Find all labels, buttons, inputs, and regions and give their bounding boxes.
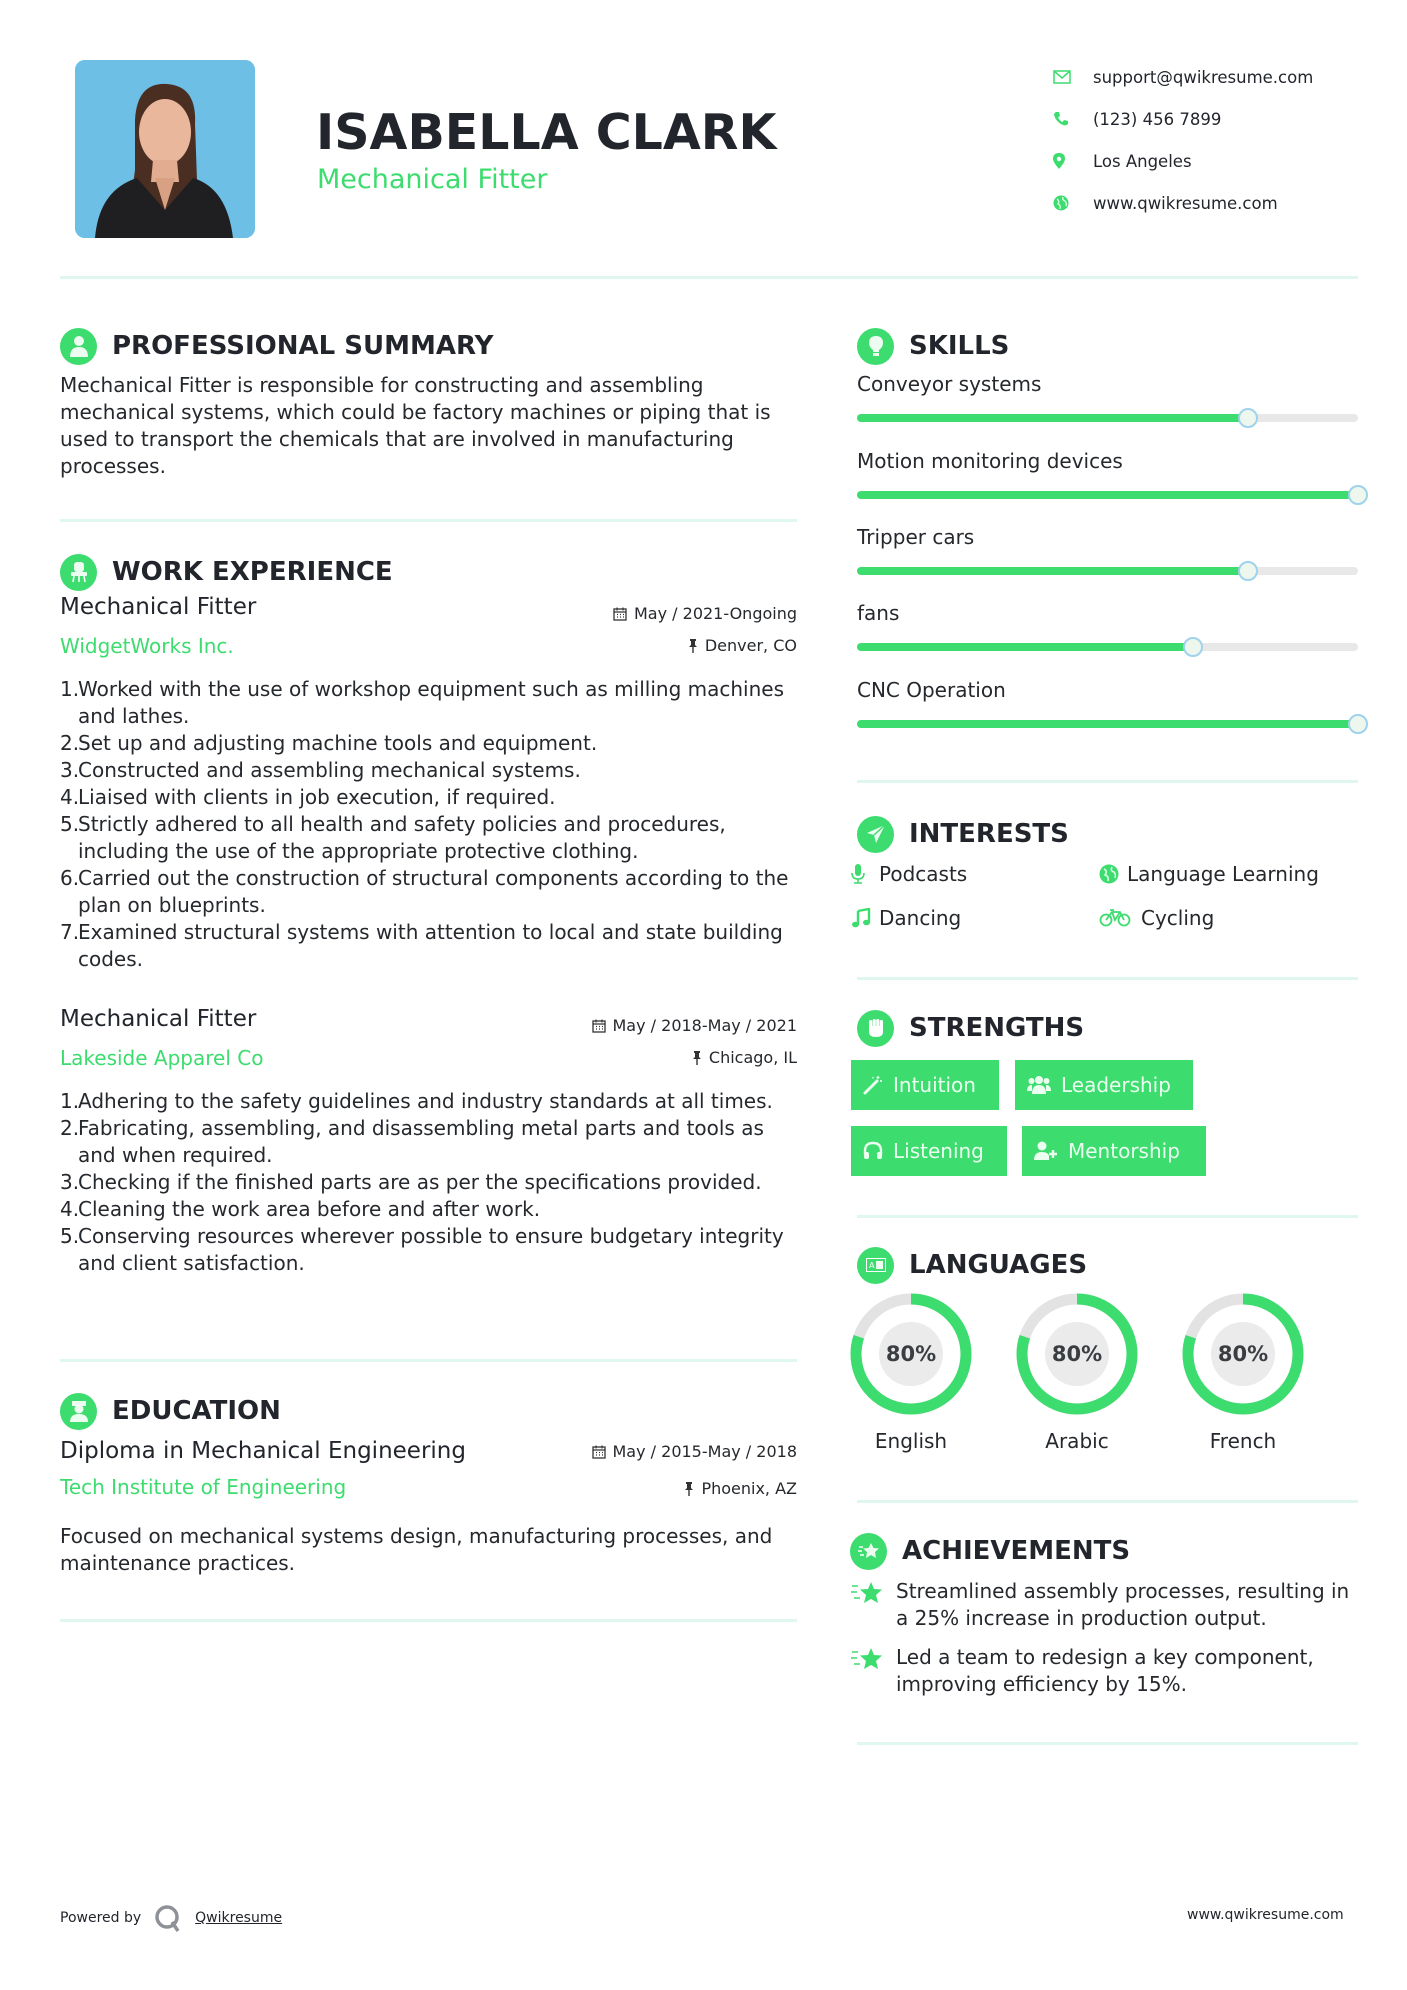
languages-title: LANGUAGES (909, 1250, 1088, 1280)
lightbulb-icon (857, 328, 894, 365)
language-percent: 80% (1217, 1342, 1269, 1366)
interest-item (851, 859, 967, 889)
job-location-text: Chicago, IL (708, 1048, 797, 1067)
summary-text: Mechanical Fitter is responsible for constructing and assembling mechanical systems, which could be factory machines or piping that is used to transport the chemicals that are involved in manufacturing processes. (60, 373, 771, 478)
star-icon (851, 1644, 896, 1676)
strength-label: Listening (893, 1139, 984, 1163)
envelope-icon (1053, 70, 1093, 84)
qwikresume-link[interactable]: Qwikresume (195, 1910, 283, 1926)
header-divider (60, 276, 1358, 279)
job-title: Mechanical Fitter (60, 594, 257, 620)
strengths-divider (857, 1215, 1358, 1218)
powered-by-text: Powered by (60, 1910, 142, 1926)
map-pin-icon (1053, 153, 1093, 169)
job-location-text: Denver, CO (704, 636, 797, 655)
contact-website[interactable] (1053, 182, 1373, 224)
language-label: French (1209, 1429, 1277, 1453)
achievement-item (851, 1578, 1361, 1632)
contact-phone[interactable] (1053, 98, 1373, 140)
skill-item (857, 601, 1358, 678)
skill-label: CNC Operation (857, 678, 1006, 702)
strength-label: Leadership (1061, 1073, 1171, 1097)
skills-divider (857, 780, 1358, 783)
experience-title: WORK EXPERIENCE (112, 557, 393, 587)
education-location-text: Phoenix, AZ (701, 1479, 797, 1498)
skill-label: Tripper cars (857, 525, 975, 549)
education-entry (60, 1438, 797, 1518)
headphones-icon (863, 1141, 883, 1161)
education-header (60, 1391, 281, 1431)
skill-knob (1348, 714, 1368, 734)
achievements-divider (857, 1742, 1358, 1745)
job-entry (60, 1006, 797, 1277)
contact-location (1053, 140, 1373, 182)
skill-knob (1348, 485, 1368, 505)
fist-icon (857, 1010, 894, 1047)
duty-item: 2. Set up and adjusting machine tools and equipment. (60, 731, 598, 755)
pushpin-icon (684, 1482, 694, 1496)
strength-label: Mentorship (1068, 1139, 1180, 1163)
phone-text: (123) 456 7899 (1093, 109, 1222, 129)
skill-knob (1238, 408, 1258, 428)
skill-bar (857, 567, 1358, 575)
skill-item (857, 449, 1358, 525)
job-entry (60, 594, 797, 973)
duty-item: 1. Adhering to the safety guidelines and industry standards at all times. (60, 1089, 773, 1113)
interest-item (1099, 859, 1319, 889)
star-badge-icon (850, 1533, 887, 1570)
star-icon (851, 1578, 896, 1610)
strength-tag (1015, 1060, 1193, 1110)
users-icon (1027, 1075, 1051, 1095)
summary-divider (60, 519, 797, 522)
qwikresume-logo-icon (153, 1903, 183, 1933)
experience-header (60, 552, 393, 592)
skill-item (857, 678, 1358, 754)
language-ring (850, 1293, 972, 1415)
interests-divider (857, 977, 1358, 980)
skill-item (857, 525, 1358, 601)
skill-bar (857, 643, 1358, 651)
duty-item: 3. Checking if the finished parts are as per the specifications provided. (60, 1170, 762, 1194)
graduate-icon (60, 1393, 97, 1430)
interest-label: Dancing (879, 906, 962, 930)
website-text: www.qwikresume.com (1093, 193, 1278, 213)
user-plus-icon (1034, 1141, 1058, 1161)
paper-plane-icon (857, 816, 894, 853)
job-dates-text: May / 2021-Ongoing (634, 604, 797, 623)
duty-item: 1. Worked with the use of workshop equipment such as milling machines and lathes. (60, 677, 784, 728)
interest-item (851, 903, 961, 933)
footer-powered-by (60, 1903, 282, 1933)
duty-item: 2. Fabricating, assembling, and disassembling metal parts and tools as and when required. (60, 1116, 764, 1167)
language-percent: 80% (1051, 1342, 1103, 1366)
job-location (692, 1048, 797, 1067)
skill-knob (1183, 637, 1203, 657)
skill-fill (857, 643, 1193, 651)
skill-fill (857, 414, 1248, 422)
strength-tag (1022, 1126, 1206, 1176)
strengths-title: STRENGTHS (909, 1013, 1085, 1043)
company-name: Lakeside Apparel Co (60, 1046, 264, 1070)
language-ring (1016, 1293, 1138, 1415)
skill-fill (857, 491, 1358, 499)
achievement-item (851, 1644, 1361, 1698)
duty-item: 5. Strictly adhered to all health and safety policies and procedures, including the use of the appropriate protective clothing. (60, 812, 726, 863)
chair-icon (60, 554, 97, 591)
duty-item: 4. Liaised with clients in job execution, if required. (60, 785, 556, 809)
calendar-icon (613, 607, 627, 621)
candidate-name: ISABELLA CLARK (316, 104, 777, 161)
education-divider (60, 1619, 797, 1622)
contact-email[interactable] (1053, 56, 1373, 98)
interests-header (857, 814, 1069, 854)
job-title: Mechanical Fitter (60, 1006, 257, 1032)
duty-item: 7. Examined structural systems with attention to local and state building codes. (60, 920, 783, 971)
pushpin-icon (692, 1051, 702, 1065)
skill-label: Conveyor systems (857, 372, 1042, 396)
interest-item (1099, 903, 1214, 933)
strength-tag (851, 1126, 1007, 1176)
globe-icon (1053, 195, 1093, 211)
achievement-text: Streamlined assembly processes, resulting in a 25% increase in production output. (896, 1579, 1350, 1630)
achievements-title: ACHIEVEMENTS (902, 1536, 1131, 1566)
skill-bar (857, 491, 1358, 499)
job-dates-text: May / 2018-May / 2021 (612, 1016, 797, 1035)
email-text: support@qwikresume.com (1093, 67, 1314, 87)
languages-divider (857, 1500, 1358, 1503)
languages-header (857, 1245, 1087, 1285)
phone-icon (1053, 111, 1093, 127)
skill-knob (1238, 561, 1258, 581)
interest-label: Language Learning (1127, 862, 1319, 886)
skill-item (857, 372, 1358, 449)
skills-title: SKILLS (909, 331, 1010, 361)
person-photo-illustration (75, 60, 255, 238)
calendar-icon (592, 1019, 606, 1033)
music-icon (851, 908, 879, 928)
education-dates (592, 1442, 798, 1461)
language-label: Arabic (1045, 1429, 1109, 1453)
user-icon (60, 328, 97, 365)
strength-label: Intuition (893, 1073, 976, 1097)
microphone-icon (851, 864, 879, 884)
language-item (1016, 1293, 1146, 1453)
job-location (688, 636, 797, 655)
interests-title: INTERESTS (909, 819, 1069, 849)
strengths-header (857, 1008, 1084, 1048)
education-dates-text: May / 2015-May / 2018 (612, 1442, 797, 1461)
skill-fill (857, 567, 1248, 575)
location-text: Los Angeles (1093, 151, 1192, 171)
interest-label: Cycling (1141, 906, 1215, 930)
language-item (1182, 1293, 1312, 1453)
skill-bar (857, 720, 1358, 728)
job-duties-list (60, 676, 797, 973)
duty-item: 6. Carried out the construction of structural components according to the plan on blueprints. (60, 866, 789, 917)
language-percent: 80% (885, 1342, 937, 1366)
svg-text:A: A (868, 1261, 874, 1270)
achievements-header (850, 1531, 1130, 1571)
school-name: Tech Institute of Engineering (60, 1475, 347, 1499)
education-description: Focused on mechanical systems design, manufacturing processes, and maintenance practices. (60, 1524, 773, 1575)
experience-divider (60, 1359, 797, 1362)
contact-info (1053, 56, 1373, 224)
strength-tag (851, 1060, 999, 1110)
profile-photo (75, 60, 255, 238)
job-duties-list (60, 1088, 797, 1277)
language-ring (1182, 1293, 1304, 1415)
job-dates (613, 604, 797, 623)
skill-label: fans (857, 601, 900, 625)
candidate-role: Mechanical Fitter (317, 164, 548, 195)
interest-label: Podcasts (879, 862, 968, 886)
achievement-text: Led a team to redesign a key component, improving efficiency by 15%. (896, 1645, 1314, 1696)
skills-header (857, 326, 1009, 366)
job-dates (592, 1016, 798, 1035)
skill-label: Motion monitoring devices (857, 449, 1123, 473)
skills-list (857, 372, 1358, 754)
calendar-icon (592, 1445, 606, 1459)
education-title: EDUCATION (112, 1396, 281, 1426)
language-label: English (874, 1429, 948, 1453)
summary-header (60, 326, 493, 366)
education-location (684, 1479, 797, 1498)
pushpin-icon (688, 639, 698, 653)
duty-item: 5. Conserving resources wherever possible to ensure budgetary integrity and client satisfaction. (60, 1224, 784, 1275)
translate-icon (857, 1247, 894, 1284)
magic-wand-icon (863, 1075, 883, 1095)
skill-fill (857, 720, 1358, 728)
duty-item: 4. Cleaning the work area before and after work. (60, 1197, 541, 1221)
achievements-list (851, 1578, 1361, 1698)
globe-icon (1099, 864, 1127, 884)
footer-website[interactable]: www.qwikresume.com (1187, 1907, 1344, 1923)
duty-item: 3. Constructed and assembling mechanical systems. (60, 758, 581, 782)
summary-title: PROFESSIONAL SUMMARY (112, 331, 494, 361)
bicycle-icon (1099, 909, 1141, 927)
language-item (850, 1293, 980, 1453)
degree-title: Diploma in Mechanical Engineering (60, 1438, 466, 1464)
company-name: WidgetWorks Inc. (60, 634, 234, 658)
skill-bar (857, 414, 1358, 422)
